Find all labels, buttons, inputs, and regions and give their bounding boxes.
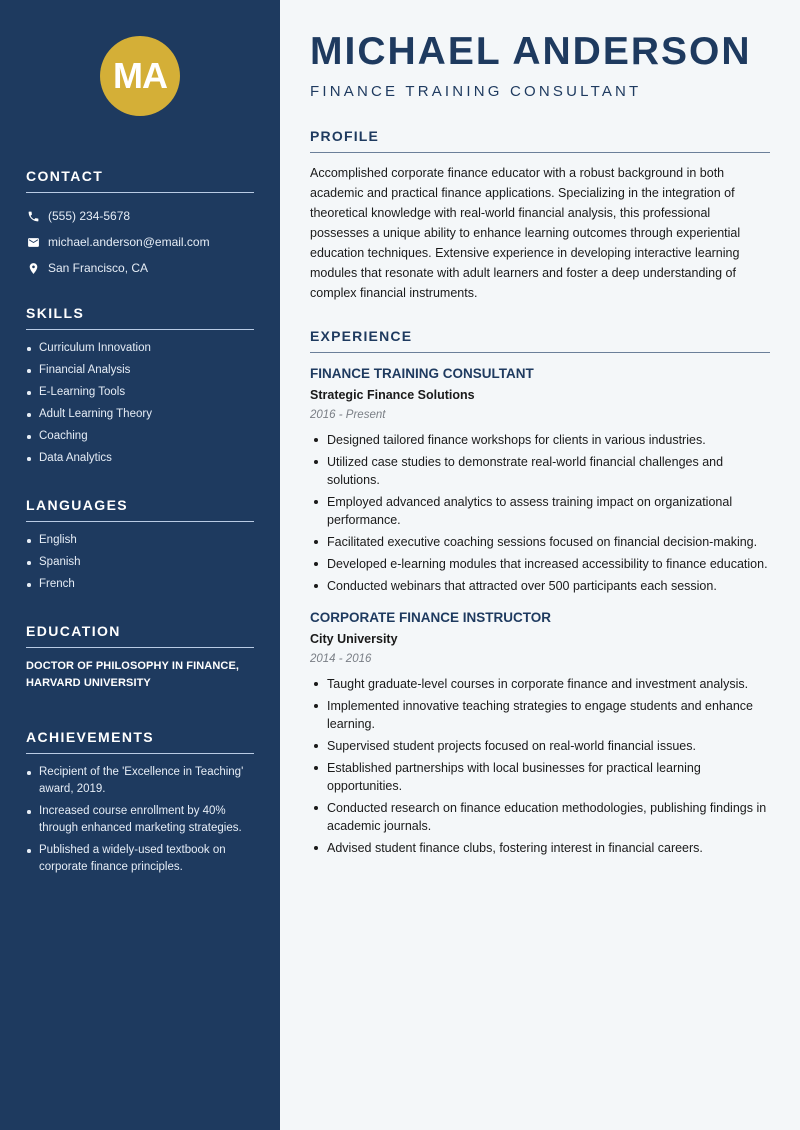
job-dates: 2016 - Present xyxy=(310,409,386,421)
main-content xyxy=(280,0,800,1130)
profile-heading: PROFILE xyxy=(310,128,770,153)
languages-list xyxy=(26,532,254,593)
job-bullet: Developed e-learning modules that increased accessibility to finance education. xyxy=(310,555,770,573)
job-bullet: Supervised student projects focused on real-world financial issues. xyxy=(310,737,770,755)
job-bullet: Facilitated executive coaching sessions focused on financial decision-making. xyxy=(310,533,770,551)
languages-section xyxy=(26,497,254,598)
job-bullet: Utilized case studies to demonstrate real-world financial challenges and solutions. xyxy=(310,453,770,489)
skill-item: E-Learning Tools xyxy=(26,384,254,401)
job-bullet: Taught graduate-level courses in corporate finance and investment analysis. xyxy=(310,675,770,693)
profile-text: Accomplished corporate finance educator with a robust background in both academic and practical finance applications. Specializing in the integration of theoretical knowledge with real-world financial analysis, this professional possesses a unique ability to enhance learning outcomes through experiential education techniques. Extensive experience in developing interactive learning modules that resonate with adult learners and foster a deep understanding of complex financial instruments. xyxy=(310,166,741,300)
job-company: City University xyxy=(310,632,398,646)
location-text: San Francisco, CA xyxy=(48,261,149,275)
achievement-item: Increased course enrollment by 40% through enhanced marketing strategies. xyxy=(26,803,254,837)
achievement-item: Recipient of the 'Excellence in Teaching' award, 2019. xyxy=(26,764,254,798)
achievements-heading: ACHIEVEMENTS xyxy=(26,729,254,754)
job-bullet: Employed advanced analytics to assess training impact on organizational performance. xyxy=(310,493,770,529)
phone-icon xyxy=(26,209,40,223)
job-bullets xyxy=(310,431,770,595)
job-dates: 2014 - 2016 xyxy=(310,653,372,665)
contact-email xyxy=(26,229,254,255)
job-bullet: Designed tailored finance workshops for clients in various industries. xyxy=(310,431,770,449)
achievements-list xyxy=(26,764,254,876)
job-bullet: Established partnerships with local businesses for practical learning opportunities. xyxy=(310,759,770,795)
contact-section xyxy=(26,168,254,281)
education-degree: DOCTOR OF PHILOSOPHY IN FINANCE, HARVARD UNIVERSITY xyxy=(26,660,240,689)
avatar xyxy=(100,36,180,116)
candidate-title: FINANCE TRAINING CONSULTANT xyxy=(310,83,642,100)
language-item: French xyxy=(26,576,254,593)
skills-list xyxy=(26,340,254,467)
job-bullet: Advised student finance clubs, fostering interest in financial careers. xyxy=(310,839,770,857)
email-text[interactable]: michael.anderson@email.com xyxy=(48,235,210,249)
skills-heading: SKILLS xyxy=(26,305,254,330)
experience-section xyxy=(310,328,770,861)
skill-item: Financial Analysis xyxy=(26,362,254,379)
contact-list xyxy=(26,203,254,281)
languages-heading: LANGUAGES xyxy=(26,497,254,522)
education-heading: EDUCATION xyxy=(26,623,254,648)
education-section xyxy=(26,623,254,692)
skill-item: Adult Learning Theory xyxy=(26,406,254,423)
skill-item: Curriculum Innovation xyxy=(26,340,254,357)
language-item: English xyxy=(26,532,254,549)
job-entry xyxy=(310,609,770,857)
location-pin-icon xyxy=(26,261,40,275)
skill-item: Data Analytics xyxy=(26,450,254,467)
experience-heading: EXPERIENCE xyxy=(310,328,770,353)
phone-text: (555) 234-5678 xyxy=(48,209,131,223)
job-bullets xyxy=(310,675,770,857)
profile-section xyxy=(310,128,770,303)
contact-heading: CONTACT xyxy=(26,168,254,193)
job-title: CORPORATE FINANCE INSTRUCTOR xyxy=(310,610,552,625)
job-entry xyxy=(310,365,770,595)
skills-section xyxy=(26,305,254,472)
job-bullet: Conducted webinars that attracted over 500 participants each session. xyxy=(310,577,770,595)
sidebar xyxy=(0,0,280,1130)
avatar-initials: MA xyxy=(113,55,167,96)
job-bullet: Implemented innovative teaching strategies to engage students and enhance learning. xyxy=(310,697,770,733)
achievement-item: Published a widely-used textbook on corporate finance principles. xyxy=(26,842,254,876)
job-bullet: Conducted research on finance education methodologies, publishing findings in academic journals. xyxy=(310,799,770,835)
contact-location xyxy=(26,255,254,281)
achievements-section xyxy=(26,729,254,881)
skill-item: Coaching xyxy=(26,428,254,445)
job-title: FINANCE TRAINING CONSULTANT xyxy=(310,366,534,381)
language-item: Spanish xyxy=(26,554,254,571)
email-icon xyxy=(26,235,40,249)
candidate-name: MICHAEL ANDERSON xyxy=(310,30,752,73)
job-company: Strategic Finance Solutions xyxy=(310,388,475,402)
contact-phone xyxy=(26,203,254,229)
